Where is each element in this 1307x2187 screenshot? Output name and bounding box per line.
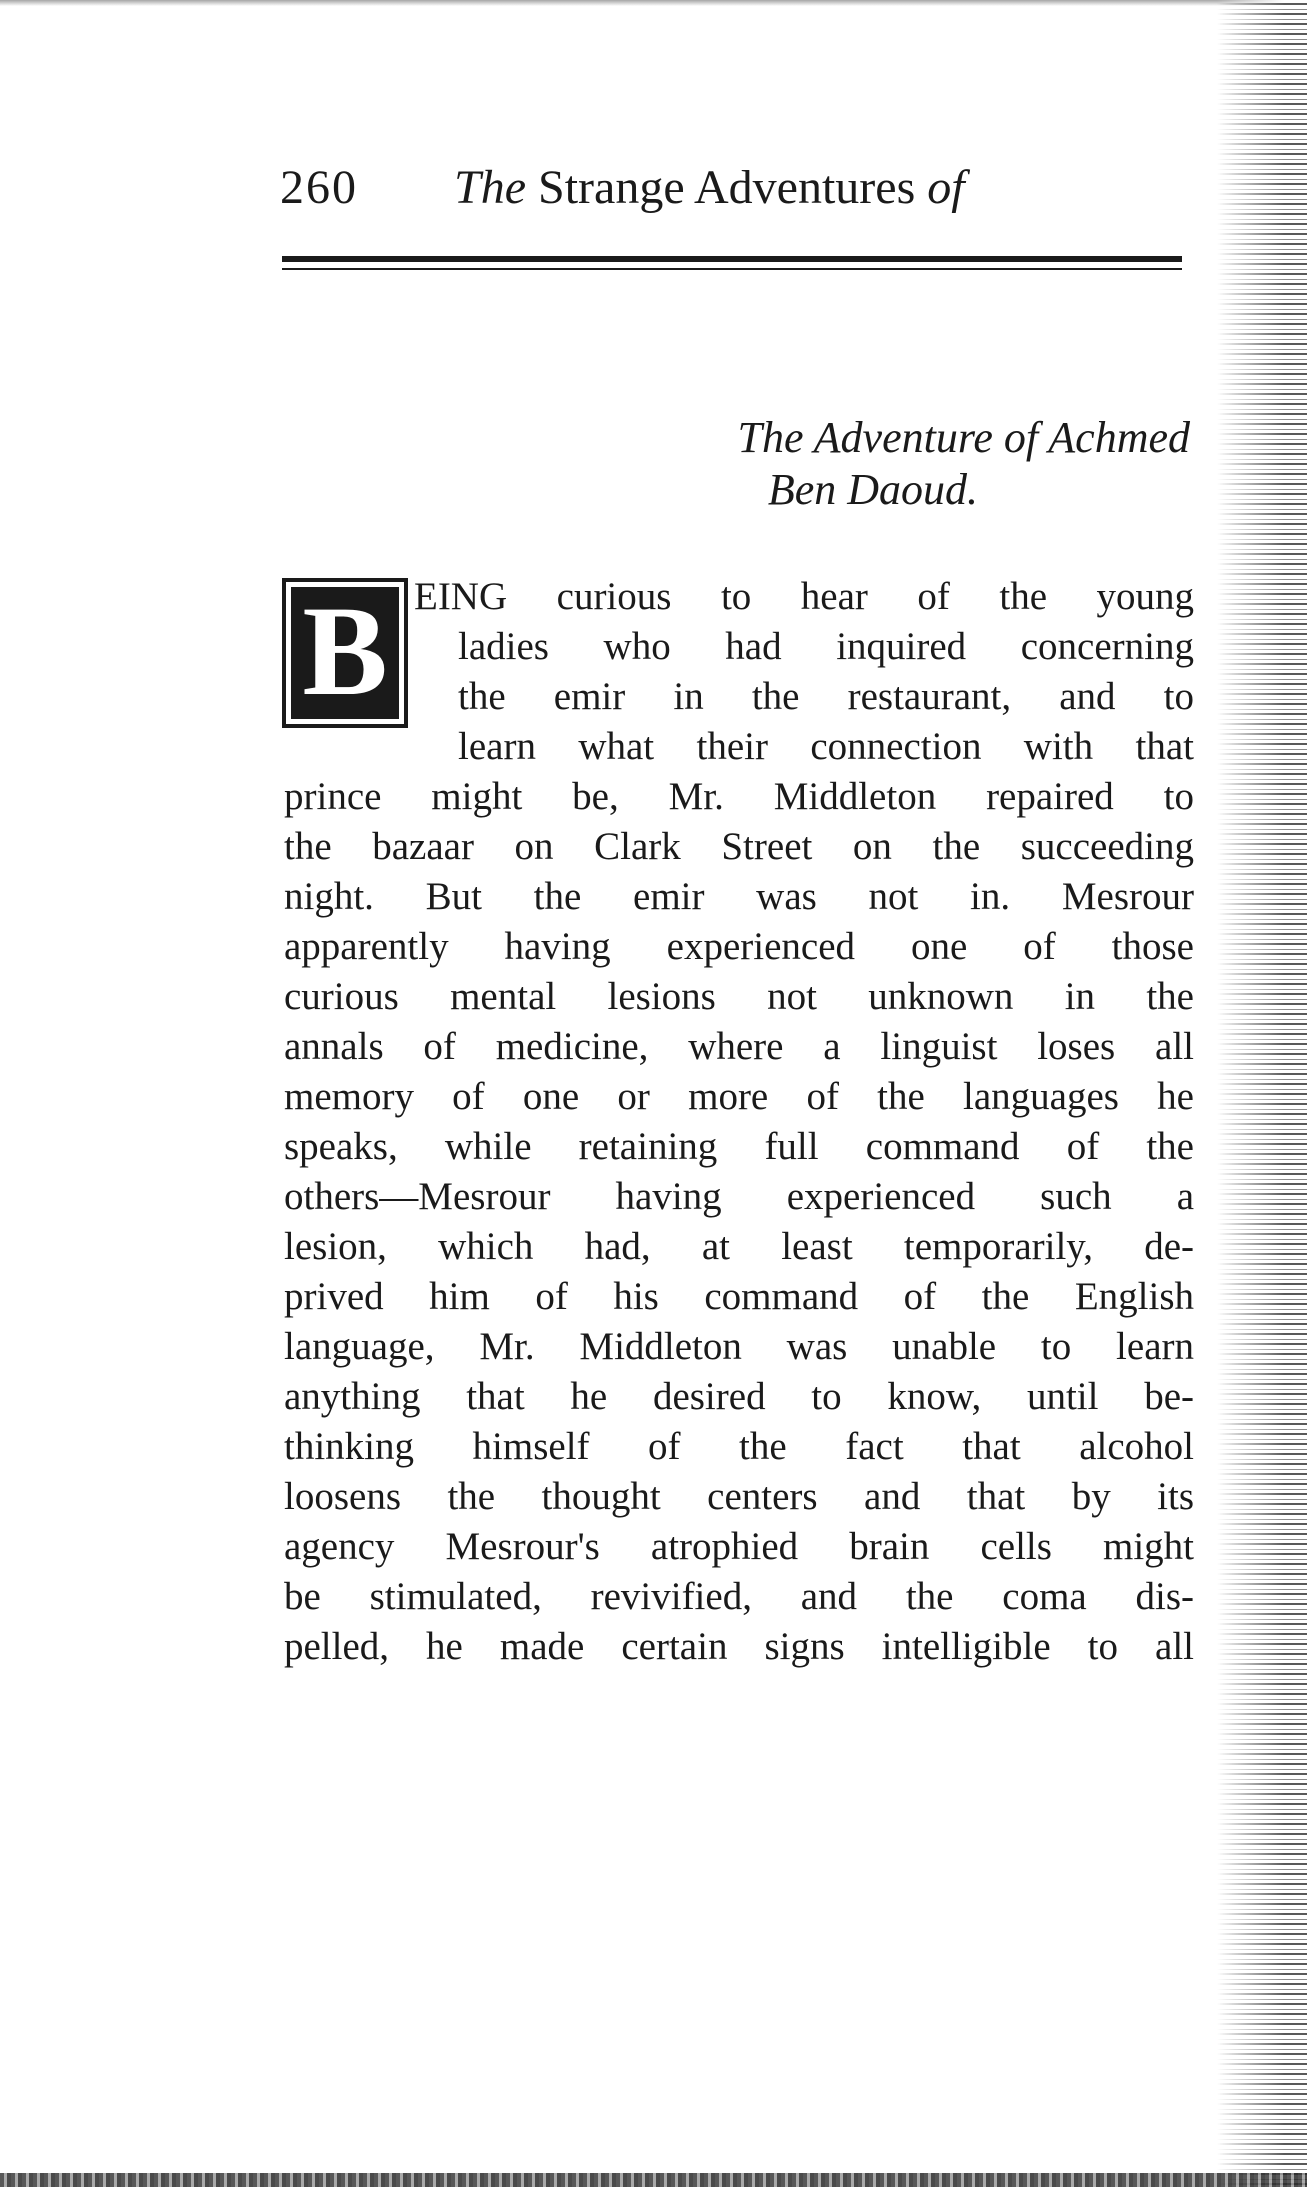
chapter-title-line-2: Ben Daoud.: [767, 465, 978, 514]
running-title-the: The: [454, 161, 526, 214]
body-text: [284, 572, 1194, 1672]
chapter-title-line-1: The Adventure of Achmed: [737, 413, 1190, 462]
text-line: thinking himself of the fact that alcohol: [284, 1425, 1194, 1468]
text-line: agency Mesrour's atrophied brain cells might: [284, 1525, 1194, 1568]
text-line: others—Mesrour having experienced such a: [284, 1175, 1194, 1218]
text-line: learn what their connection with that: [458, 725, 1194, 768]
page-number: 260: [280, 161, 358, 214]
text-line: curious mental lesions not unknown in the: [284, 975, 1194, 1018]
text-line: pelled, he made certain signs intelligible to all: [284, 1625, 1194, 1668]
scan-page-edge: [1217, 0, 1307, 2187]
text-line: prince might be, Mr. Middleton repaired to: [284, 775, 1194, 818]
text-line: be stimulated, revivified, and the coma dis-: [284, 1575, 1194, 1618]
text-line: language, Mr. Middleton was unable to learn: [284, 1325, 1194, 1368]
text-line: prived him of his command of the English: [284, 1275, 1194, 1318]
text-line: memory of one or more of the languages he: [284, 1075, 1194, 1118]
text-line: annals of medicine, where a linguist loses all: [284, 1025, 1194, 1068]
text-line: anything that he desired to know, until be-: [284, 1375, 1194, 1418]
running-title-of: of: [927, 161, 965, 214]
text-line: EING curious to hear of the young: [414, 575, 1194, 618]
text-line: speaks, while retaining full command of the: [284, 1125, 1194, 1168]
text-line: night. But the emir was not in. Mesrour: [284, 875, 1194, 918]
text-line: the emir in the restaurant, and to: [458, 675, 1194, 718]
text-line: the bazaar on Clark Street on the succeeding: [284, 825, 1194, 868]
text-line: lesion, which had, at least temporarily, de-: [284, 1225, 1194, 1268]
chapter-title: [560, 412, 1190, 516]
scan-top-edge: [0, 0, 1307, 6]
running-title-middle: Strange Adventures: [538, 161, 916, 214]
text-line: ladies who had inquired concerning: [458, 625, 1194, 668]
header-rule-thick: [282, 256, 1182, 262]
running-title: [454, 161, 965, 214]
drop-cap-letter: B: [291, 587, 399, 719]
running-header: [280, 158, 1180, 218]
text-line: apparently having experienced one of those: [284, 925, 1194, 968]
scan-bottom-edge: [0, 2173, 1307, 2187]
header-rule-thin: [282, 268, 1182, 270]
text-line: loosens the thought centers and that by its: [284, 1475, 1194, 1518]
